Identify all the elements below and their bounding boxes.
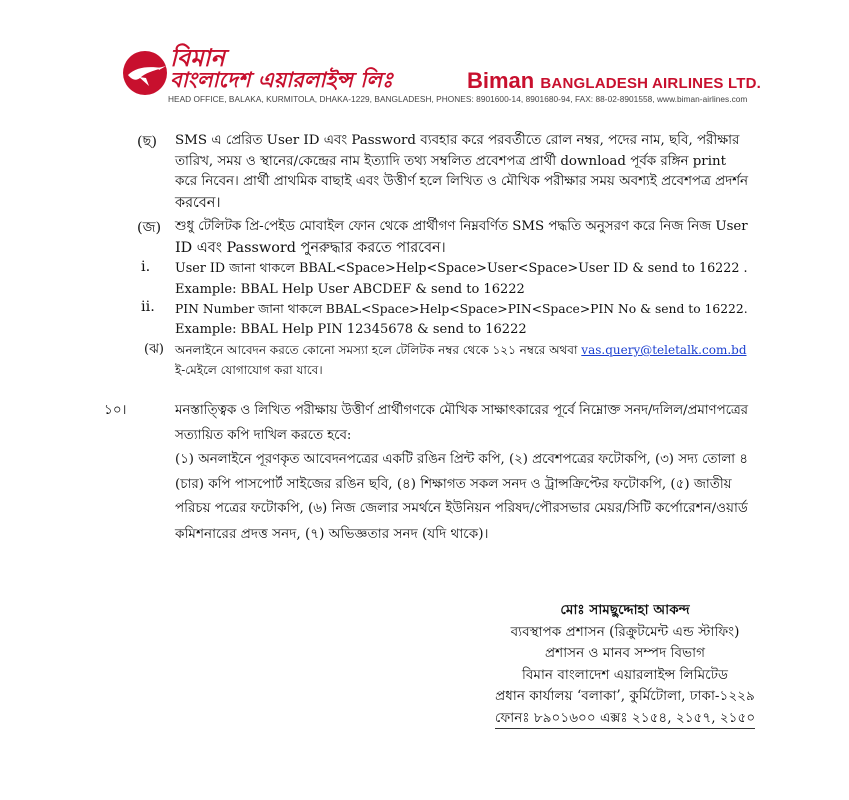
item-ii-text bbox=[175, 299, 748, 340]
item-ii-line: PIN Number জানা থাকলে BBAL<Space>Help<Space>PIN<Space>PIN No & send to 16222. bbox=[175, 302, 748, 316]
signatory-designation: ব্যবস্থাপক প্রশাসন (রিক্রুটমেন্ট এন্ড স্টাফিং) bbox=[510, 623, 740, 640]
section-cha-line: তারিখ, সময় ও স্থানের/কেন্দ্রের নাম ইত্যাদি তথ্য সম্বলিত প্রবেশপত্র প্রার্থী download পূর্বক রঙ্গিন print bbox=[175, 153, 726, 169]
brand-name-bengali-line2: বাংলাদেশ এয়ারলাইন্স লিঃ bbox=[170, 68, 394, 92]
head-office-address: HEAD OFFICE, BALAKA, KURMITOLA, DHAKA-1229, BANGLADESH, PHONES: 8901600-14, 8901680-94, FAX: 88-02-8901558, www.biman-airlines.com bbox=[168, 94, 748, 104]
section-ja-marker: (জ) bbox=[137, 220, 162, 236]
item-i-marker: i. bbox=[141, 259, 151, 275]
signature-block bbox=[460, 600, 790, 729]
section-ja-line: শুধু টেলিটক প্রি-পেইড মোবাইল ফোন থেকে প্রার্থীগণ নিম্নবর্ণিত SMS পদ্ধতি অনুসরণ করে নিজ নিজ User bbox=[175, 219, 748, 234]
brand-name-english bbox=[467, 70, 761, 92]
section-10-line: মনস্তাত্ত্বিক ও লিখিত পরীক্ষায় উত্তীর্ণ প্রার্থীগণকে মৌখিক সাক্ষাৎকারের পূর্বে নিম্নোক্ত সনদ/দলিল/প্রমাণপত্রের bbox=[175, 403, 748, 418]
signatory-department: প্রশাসন ও মানব সম্পদ বিভাগ bbox=[545, 645, 705, 661]
section-jha-line2: ই-মেইলে যোগাযোগ করা যাবে। bbox=[175, 363, 323, 377]
item-i-text bbox=[175, 259, 748, 300]
section-ja-text bbox=[175, 217, 748, 258]
biman-stork-logo-icon bbox=[122, 50, 168, 96]
section-10-line: (১) অনলাইনে পূরণকৃত আবেদনপত্রের একটি রঙিন প্রিন্ট কপি, (২) প্রবেশপত্রের ফটোকপি, (৩) সদ্য তোলা ৪ bbox=[175, 452, 748, 467]
section-10-line: (চার) কপি পাসপোর্ট সাইজের রঙিন ছবি, (৪) শিক্ষাগত সকল সনদ ও ট্রান্সক্রিপ্টের ফটোকপি, (৫) জাতীয় bbox=[175, 476, 732, 492]
signatory-address: প্রধান কার্যালয় ‘বলাকা’, কুর্মিটোলা, ঢাকা-১২২৯ bbox=[495, 688, 755, 704]
section-jha-text bbox=[175, 340, 747, 380]
signatory-phone: ফোনঃ ৮৯০১৬০০ এক্সঃ ২১৫৪, ২১৫৭, ২১৫০ bbox=[495, 709, 755, 729]
section-cha-text bbox=[175, 131, 748, 213]
section-ja-line: ID এবং Password পুনরুদ্ধার করতে পারবেন। bbox=[175, 239, 446, 256]
section-jha-line: অনলাইনে আবেদন করতে কোনো সমস্যা হলে টেলিটক নম্বর থেকে ১২১ নম্বরে অথবা bbox=[175, 343, 578, 357]
brand-name-biman: Biman bbox=[467, 68, 535, 93]
signatory-organization: বিমান বাংলাদেশ এয়ারলাইন্স লিমিটেড bbox=[521, 666, 729, 683]
teletalk-email-link[interactable]: vas.query@teletalk.com.bd bbox=[581, 343, 747, 357]
item-i-line: User ID জানা থাকলে BBAL<Space>Help<Space>User<Space>User ID & send to 16222 . bbox=[175, 261, 748, 276]
section-cha-line: SMS এ প্রেরিত User ID এবং Password ব্যবহার করে পরবর্তীতে রোল নম্বর, পদের নাম, ছবি, পরীক্ষার bbox=[175, 133, 740, 148]
section-10-text bbox=[175, 399, 748, 546]
section-cha-marker: (ছ) bbox=[137, 134, 157, 150]
item-ii-marker: ii. bbox=[141, 299, 155, 315]
brand-name-rest: BANGLADESH AIRLINES LTD. bbox=[540, 75, 762, 92]
item-ii-example: Example: BBAL Help PIN 12345678 & send to 16222 bbox=[175, 321, 527, 337]
section-10-line: সত্যায়িত কপি দাখিল করতে হবে: bbox=[175, 427, 352, 443]
section-10-line: কমিশনারের প্রদত্ত সনদ, (৭) অভিজ্ঞতার সনদ (যদি থাকে)। bbox=[175, 525, 489, 542]
section-10-marker: ১০। bbox=[104, 402, 127, 418]
section-cha-line: করে নিবেন। প্রার্থী প্রাথমিক বাছাই এবং উত্তীর্ণ হলে লিখিত ও মৌখিক পরীক্ষার সময় অবশ্যই প্রবেশপত্র প্রদর্শন bbox=[175, 174, 749, 189]
signatory-name: মোঃ সামছুদ্দোহা আকন্দ bbox=[560, 602, 690, 618]
section-10-line: পরিচয় পত্রের ফটোকপি, (৬) নিজ জেলার সমর্থনে ইউনিয়ন পরিষদ/পৌরসভার মেয়র/সিটি কর্পোরেশন/ওয়ার্ড bbox=[175, 501, 748, 516]
section-cha-line: করবেন। bbox=[175, 194, 221, 211]
section-jha-marker: (ঝ) bbox=[144, 342, 164, 357]
item-i-example: Example: BBAL Help User ABCDEF & send to 16222 bbox=[175, 281, 525, 297]
brand-name-bengali-line1: বিমান bbox=[170, 44, 225, 72]
